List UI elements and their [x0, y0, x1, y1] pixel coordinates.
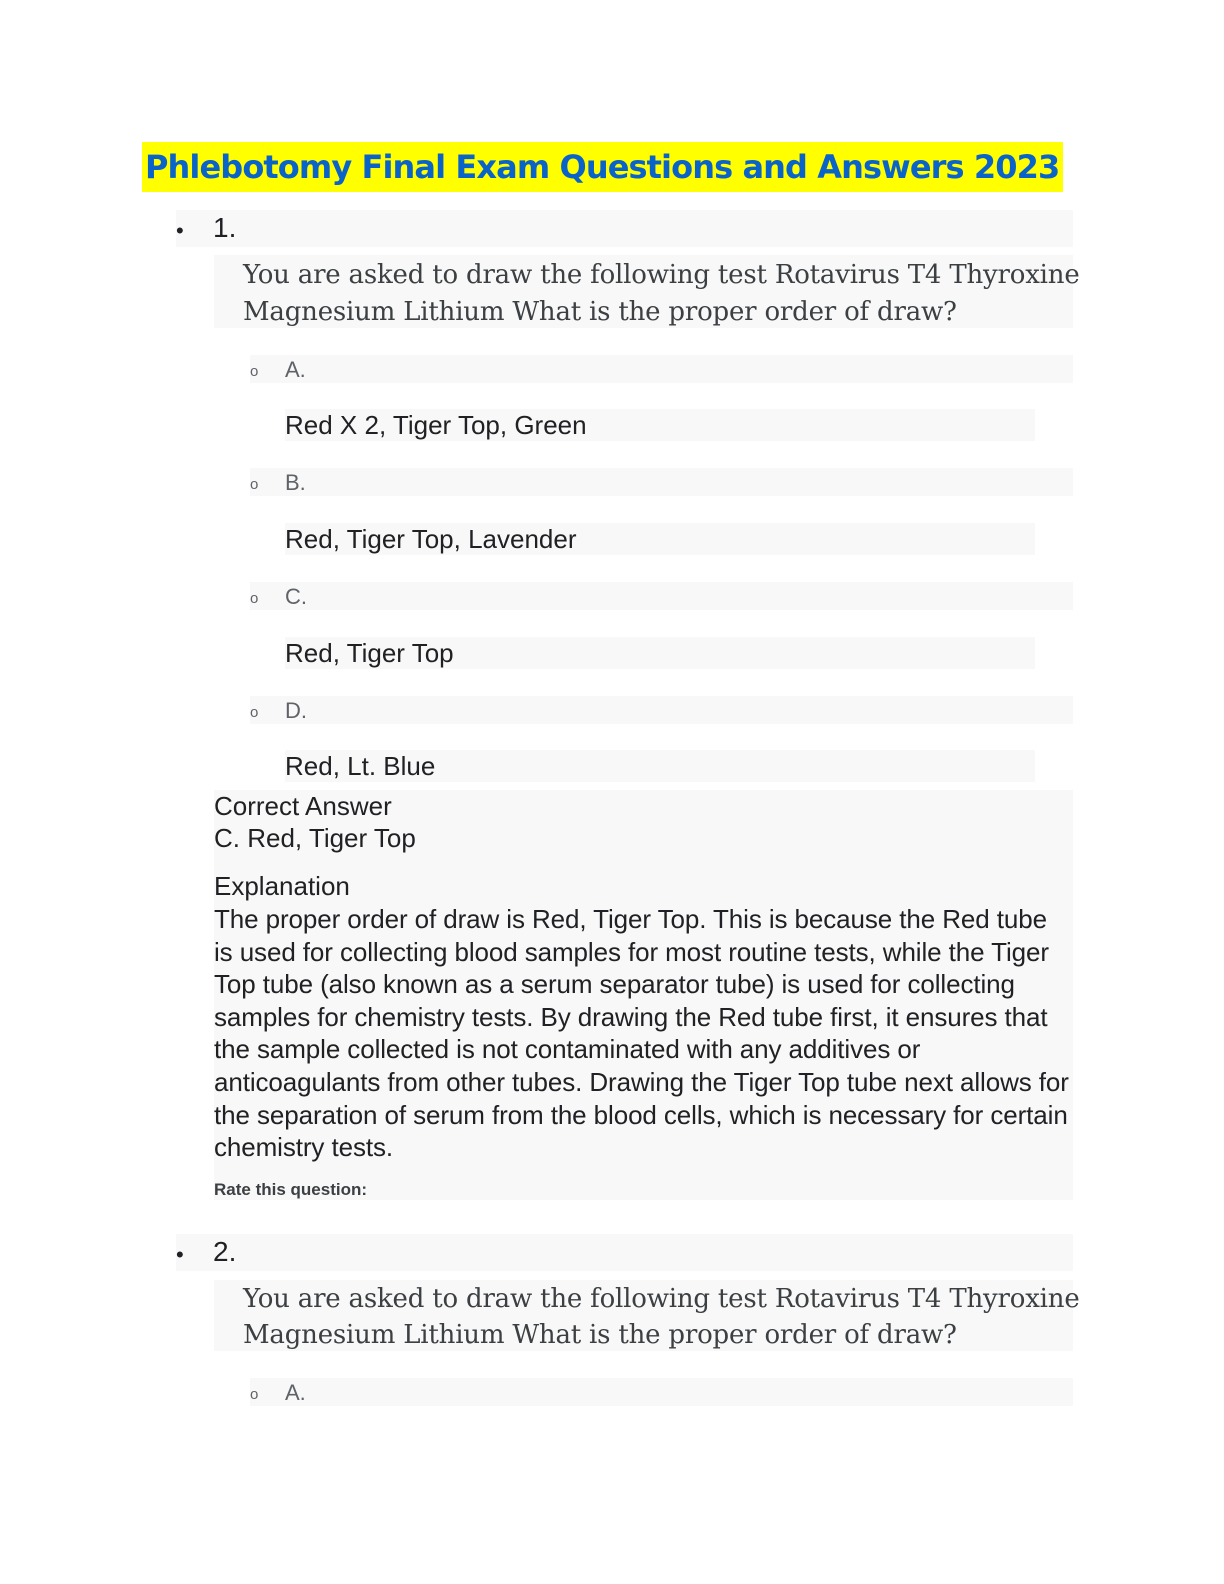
correct-answer-value: C. Red, Tiger Top: [214, 823, 416, 853]
option-marker: o: [250, 704, 259, 721]
option-d-text[interactable]: Red, Lt. Blue: [285, 751, 436, 781]
option-c-label-band: [250, 582, 1073, 610]
question-2-number: 2.: [213, 1236, 237, 1267]
option-c-text[interactable]: Red, Tiger Top: [285, 638, 454, 668]
bullet-marker: •: [176, 1242, 184, 1267]
question-2-header-band: [176, 1234, 1073, 1271]
option-b-text[interactable]: Red, Tiger Top, Lavender: [285, 524, 577, 554]
question-1-prompt-line-1: You are asked to draw the following test Rotavirus T4 Thyroxine: [243, 260, 1080, 290]
correct-answer-label: Correct Answer: [214, 791, 392, 821]
option-b-label-band: [250, 468, 1073, 496]
option-a-label-band: [250, 355, 1073, 383]
question-1-number: 1.: [213, 212, 237, 243]
option-b-letter: B.: [285, 470, 306, 495]
question-1-prompt-line-2: Magnesium Lithium What is the proper order of draw?: [243, 297, 957, 327]
option-d-label-band: [250, 696, 1073, 724]
option-marker: o: [250, 476, 259, 493]
option-a-letter: A.: [285, 357, 306, 382]
explanation-label: Explanation: [214, 871, 350, 901]
question-2-prompt-line-1: You are asked to draw the following test Rotavirus T4 Thyroxine: [243, 1284, 1080, 1314]
page-title: Phlebotomy Final Exam Questions and Answers 2023: [142, 142, 1063, 192]
rate-question-label: Rate this question:: [214, 1180, 368, 1199]
option-c-letter: C.: [285, 584, 307, 609]
question-2-option-a-label-band: [250, 1378, 1073, 1406]
option-marker: o: [250, 1386, 259, 1403]
option-a-text[interactable]: Red X 2, Tiger Top, Green: [285, 410, 587, 440]
explanation-text: The proper order of draw is Red, Tiger Top. This is because the Red tube is used for collecting blood samples for most routine tests, while the Tiger Top tube (also known as a serum separator tube) is used for collecting samples for chemistry tests. By drawing the Red tube first, it ensures that the sample collected is not contaminated with any additives or anticoagulants from other tubes. Drawing the Tiger Top tube next allows for the separation of serum from the blood cells, which is necessary for certain chemistry tests.: [214, 904, 1069, 1163]
question-2-prompt-line-2: Magnesium Lithium What is the proper order of draw?: [243, 1320, 957, 1350]
question-2-option-a-letter: A.: [285, 1380, 306, 1405]
option-marker: o: [250, 363, 259, 380]
bullet-marker: •: [176, 218, 184, 243]
question-1-header-band: [176, 210, 1073, 247]
option-d-letter: D.: [285, 698, 307, 723]
option-marker: o: [250, 590, 259, 607]
